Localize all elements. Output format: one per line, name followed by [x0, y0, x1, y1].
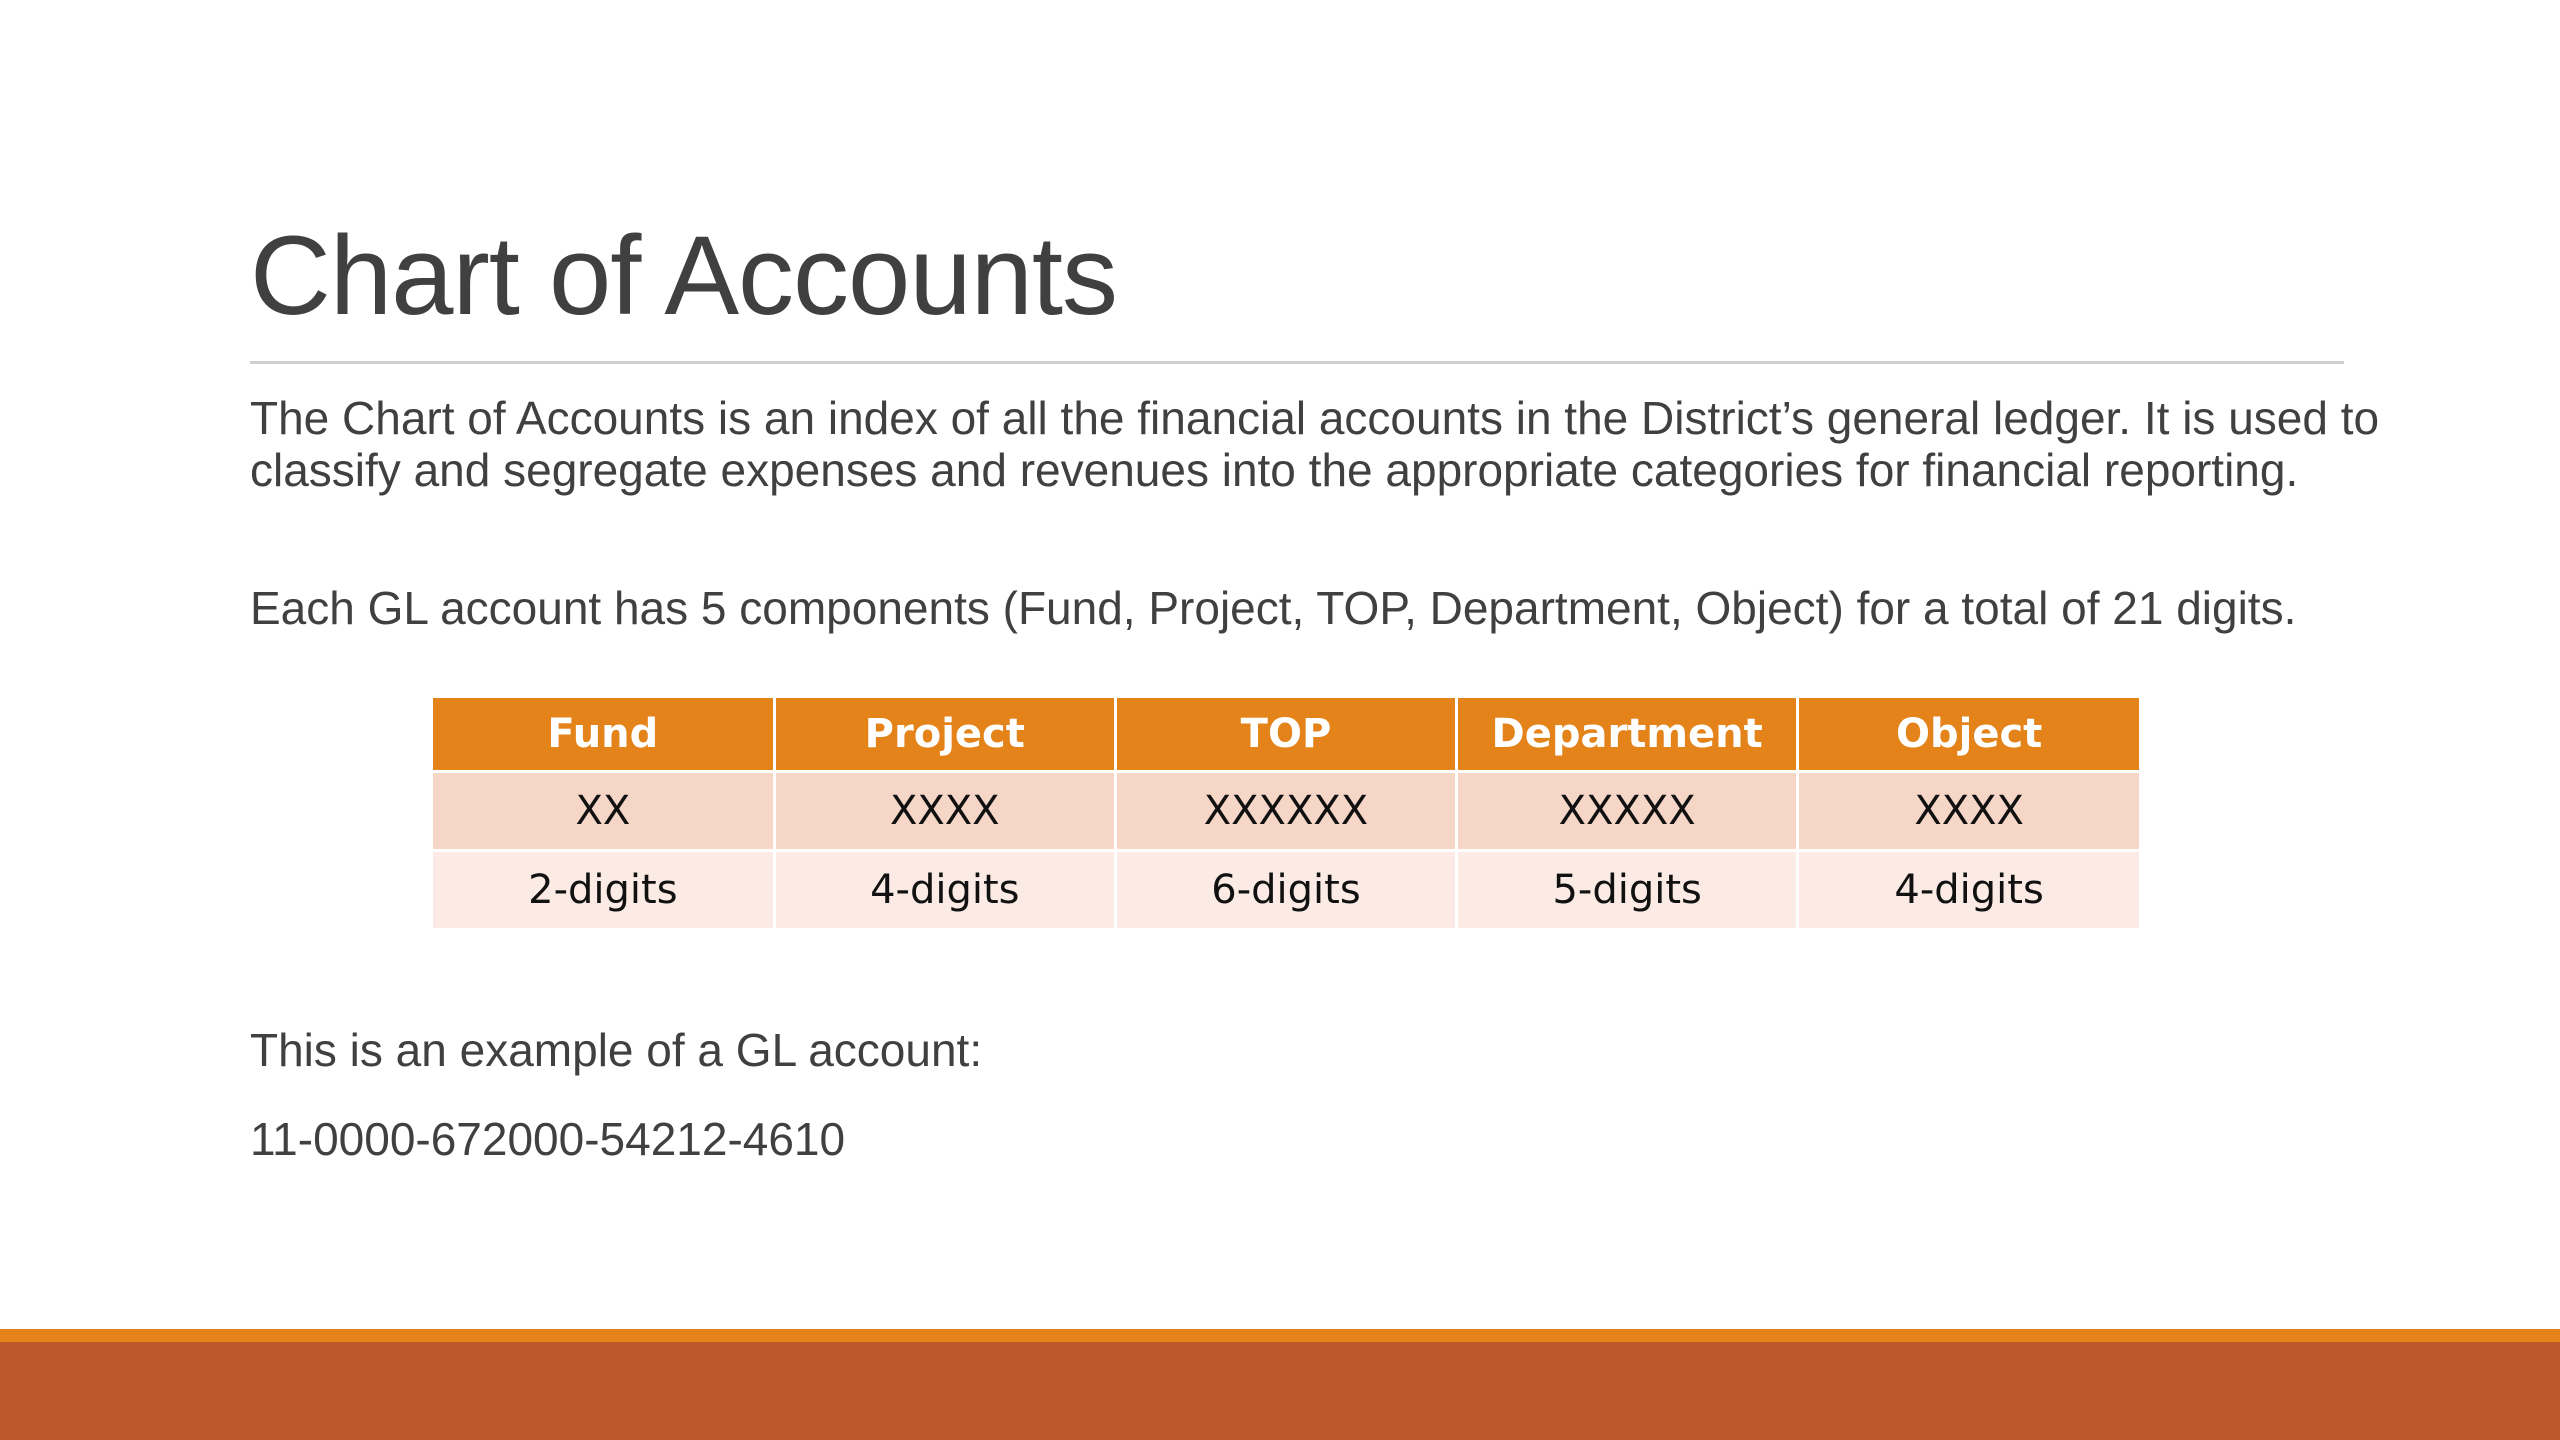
footer-band	[0, 1342, 2560, 1440]
footer-accent-stripe	[0, 1329, 2560, 1342]
example-label: This is an example of a GL account:	[250, 1024, 983, 1076]
cell-fund-format: XX	[433, 772, 774, 851]
table-row-format	[433, 772, 2139, 851]
gl-components-table	[433, 698, 2139, 928]
cell-fund-digits: 2-digits	[433, 851, 774, 929]
cell-top-digits: 6-digits	[1115, 851, 1456, 929]
cell-project-format: XXXX	[774, 772, 1115, 851]
cell-object-format: XXXX	[1798, 772, 2139, 851]
header-fund: Fund	[433, 698, 774, 772]
cell-object-digits: 4-digits	[1798, 851, 2139, 929]
table-header-row	[433, 698, 2139, 772]
header-project: Project	[774, 698, 1115, 772]
header-department: Department	[1457, 698, 1798, 772]
cell-project-digits: 4-digits	[774, 851, 1115, 929]
table-row-digits	[433, 851, 2139, 929]
cell-department-format: XXXXX	[1457, 772, 1798, 851]
slide-title: Chart of Accounts	[250, 213, 1118, 338]
header-object: Object	[1798, 698, 2139, 772]
cell-department-digits: 5-digits	[1457, 851, 1798, 929]
title-divider	[250, 361, 2344, 364]
example-account: 11-0000-672000-54212-4610	[250, 1113, 846, 1165]
cell-top-format: XXXXXX	[1115, 772, 1456, 851]
components-paragraph: Each GL account has 5 components (Fund, Project, TOP, Department, Object) for a total of 21 digits.	[250, 582, 2297, 634]
intro-paragraph: The Chart of Accounts is an index of all the financial accounts in the District’s general ledger. It is used to classify and segregate expenses and revenues into the appropriate categories for financial reporting.	[250, 392, 2380, 496]
header-top: TOP	[1115, 698, 1456, 772]
